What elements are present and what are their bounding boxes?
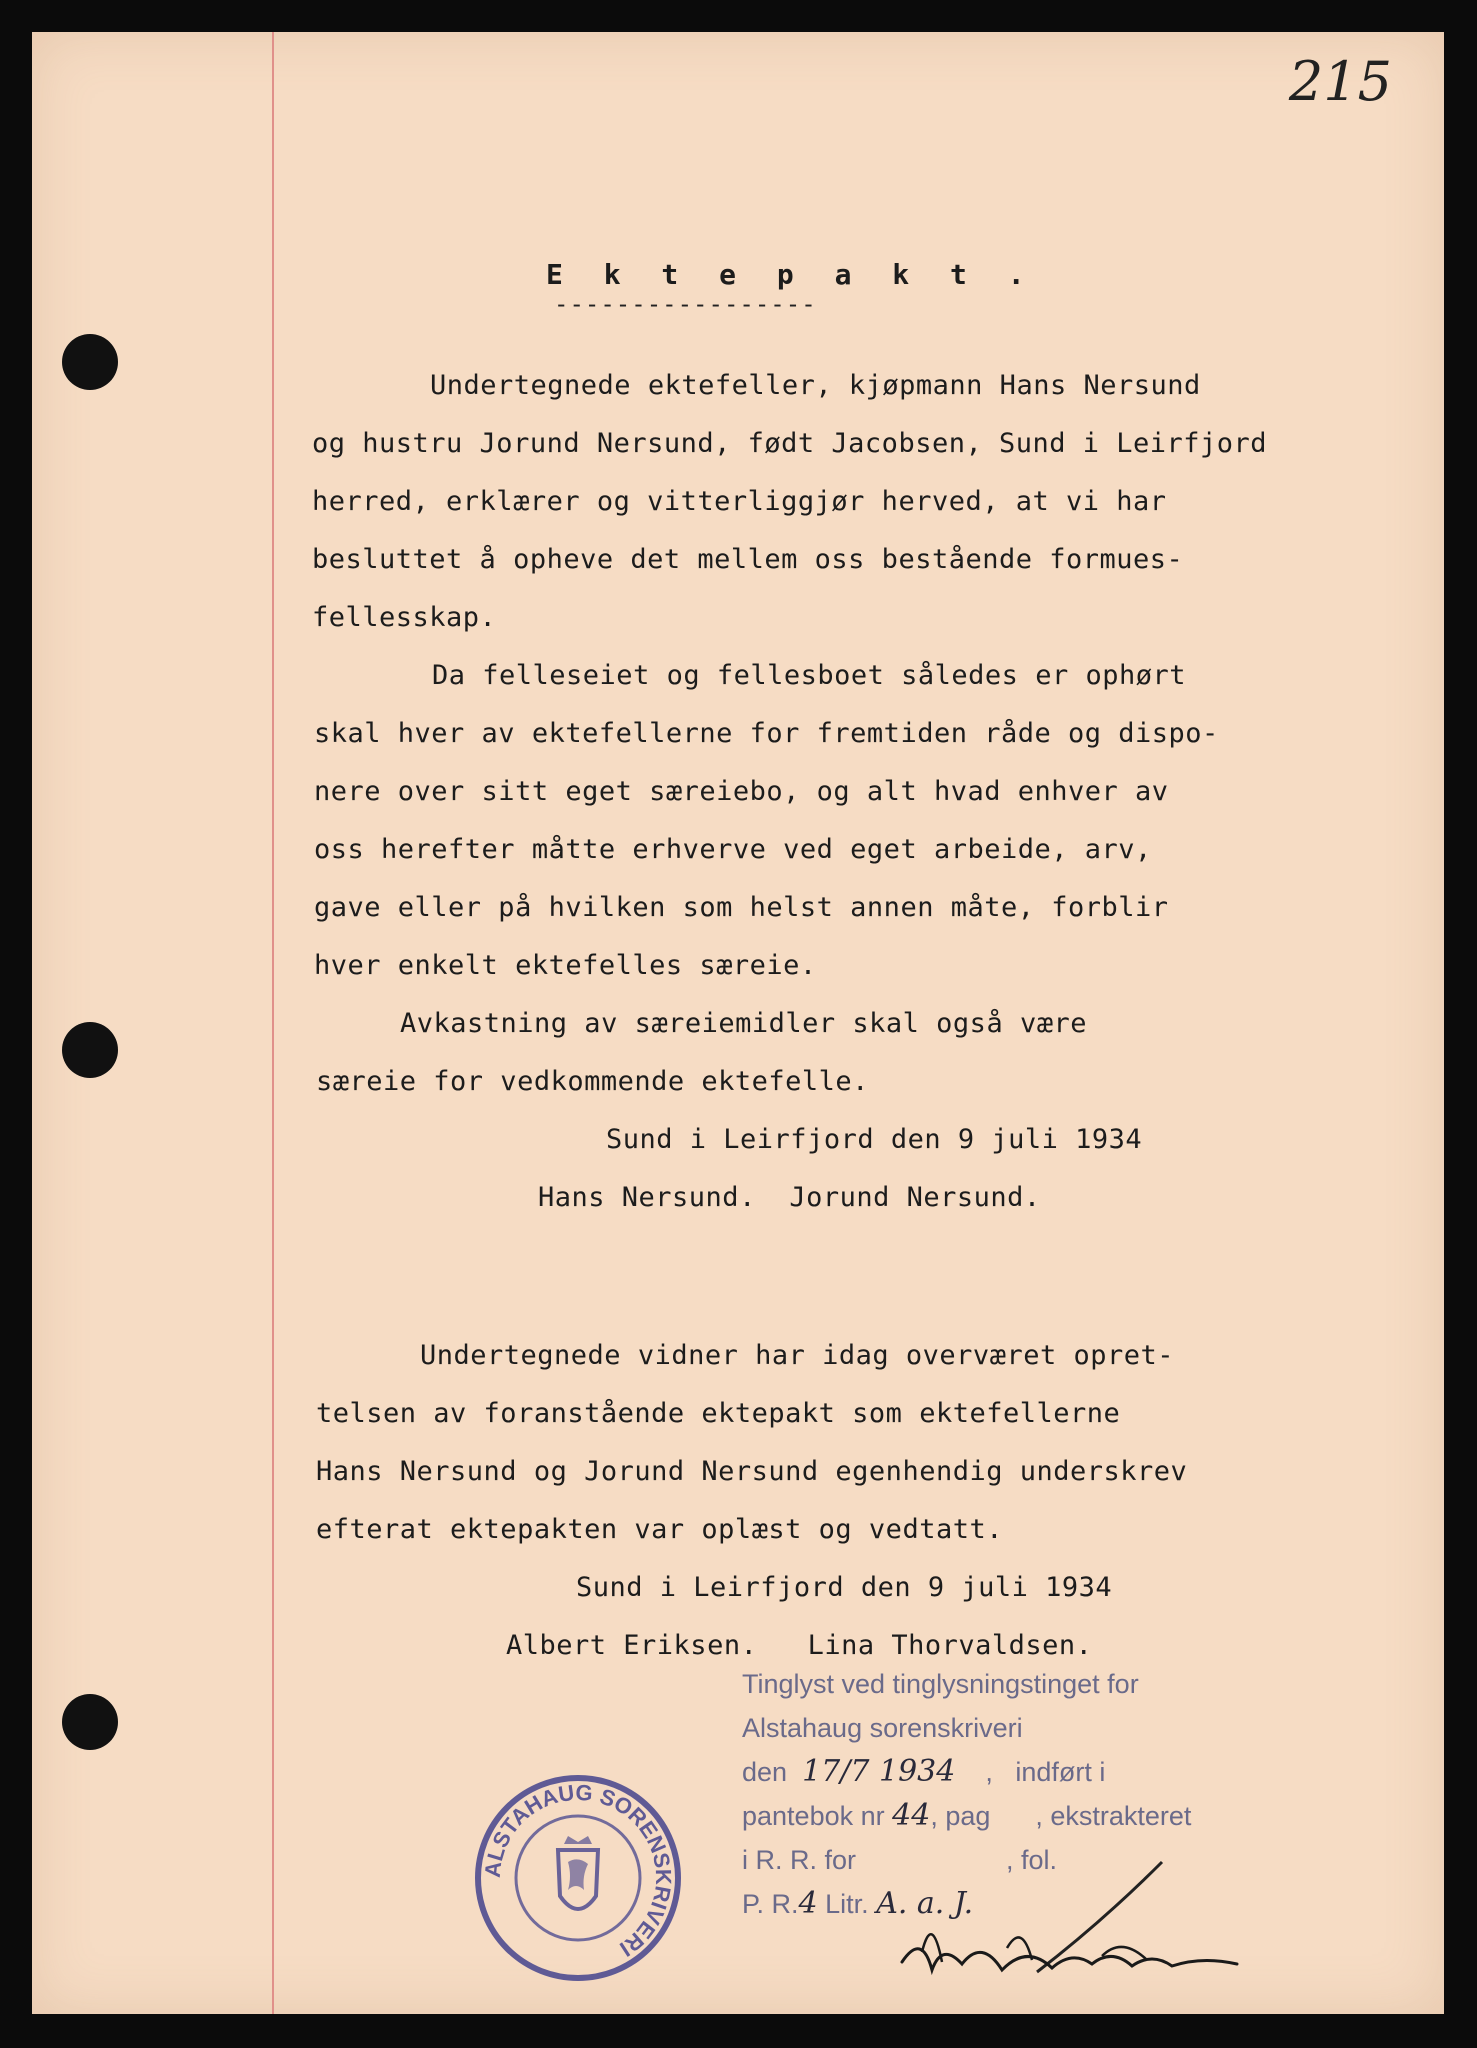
spouse-signatures: Hans Nersund. Jorund Nersund. <box>538 1182 1041 1213</box>
stamp-label: , indført i <box>985 1757 1106 1787</box>
punch-hole <box>62 1022 118 1078</box>
witness-line: Undertegnede vidner har idag overværet opret- <box>420 1340 1174 1371</box>
body-line: fellesskap. <box>312 602 497 633</box>
stamp-line: i R. R. for , fol. <box>742 1845 1058 1875</box>
stamp-label: den <box>742 1757 788 1787</box>
punch-hole <box>62 1694 118 1750</box>
witness-line: efterat ektepakten var oplæst og vedtatt. <box>316 1514 1003 1545</box>
witness-line: telsen av foranstående ektepakt som ektefellerne <box>316 1398 1121 1429</box>
body-line: og hustru Jorund Nersund, født Jacobsen, Sund i Leirfjord <box>312 428 1268 459</box>
punch-hole <box>62 334 118 390</box>
body-line: hver enkelt ektefelles særeie. <box>314 950 817 981</box>
title-underline: ----------------- <box>554 290 817 318</box>
stamp-label: , pag , ekstrakteret <box>930 1801 1192 1831</box>
stamp-label: P. R. <box>742 1889 799 1919</box>
stamp-line <box>742 1750 1191 1794</box>
body-line: gave eller på hvilken som helst annen måte, forblir <box>314 892 1169 923</box>
body-line: særeie for vedkommende ektefelle. <box>316 1066 869 1097</box>
handwritten-number: 44 <box>892 1798 931 1833</box>
stamp-line: Alstahaug sorenskriveri <box>742 1713 1023 1743</box>
witness-line: Hans Nersund og Jorund Nersund egenhendig underskrev <box>316 1456 1188 1487</box>
body-line: oss herefter måtte erhverve ved eget arbeide, arv, <box>314 834 1152 865</box>
document-page <box>32 32 1444 2014</box>
signature-icon <box>862 1852 1282 2002</box>
body-line: Undertegnede ektefeller, kjøpmann Hans Nersund <box>430 370 1201 401</box>
margin-line <box>272 32 274 2014</box>
body-line: Avkastning av særeiemidler skal også være <box>400 1008 1087 1039</box>
handwritten-date: 17/7 1934 <box>802 1754 956 1789</box>
document-title: E k t e p a k t . <box>546 258 1037 291</box>
stamp-label: pantebok nr <box>742 1801 885 1831</box>
stamp-line <box>742 1794 1191 1838</box>
place-date: Sund i Leirfjord den 9 juli 1934 <box>606 1124 1143 1155</box>
body-line: herred, erklærer og vitterliggjør herved, at vi har <box>312 486 1167 517</box>
handwritten-mark: 4 <box>798 1886 818 1921</box>
body-line: Da felleseiet og fellesboet således er ophørt <box>432 660 1186 691</box>
handwritten-mark: A. a. J. <box>876 1886 974 1921</box>
seal-text: ALSTAHAUG SORENSKRIVERI <box>479 1779 677 1962</box>
body-line: skal hver av ektefellerne for fremtiden råde og dispo- <box>314 718 1219 749</box>
folio-number: 215 <box>1288 50 1392 113</box>
witness-signatures: Albert Eriksen. Lina Thorvaldsen. <box>506 1630 1093 1661</box>
stamp-line: Tinglyst ved tinglysningstinget for <box>742 1669 1139 1699</box>
body-line: besluttet å opheve det mellem oss bestående formues- <box>312 544 1184 575</box>
witness-place-date: Sund i Leirfjord den 9 juli 1934 <box>576 1572 1113 1603</box>
body-line: nere over sitt eget særeiebo, og alt hvad enhver av <box>314 776 1169 807</box>
stamp-label: Litr. <box>825 1889 869 1919</box>
official-seal-icon <box>472 1772 684 1984</box>
